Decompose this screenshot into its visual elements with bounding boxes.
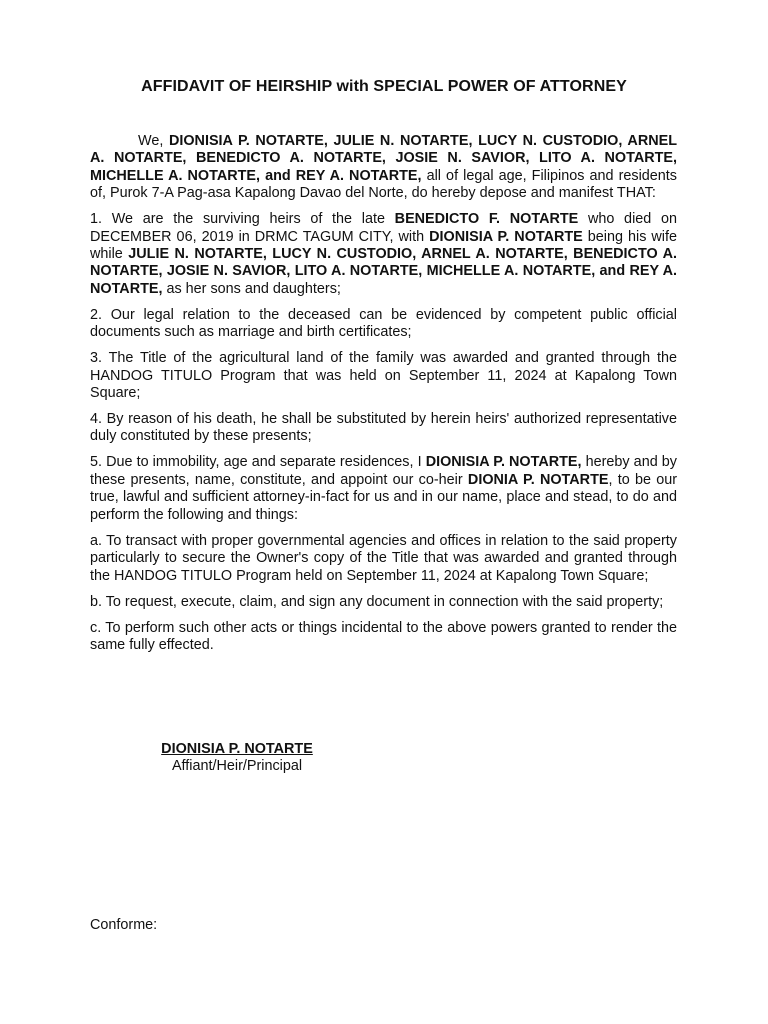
clause-5-text-2: hereby and by these presents, name, constitute, and appoint our co-heir bbox=[90, 454, 677, 488]
power-b: b. To request, execute, claim, and sign any document in connection with the said property; bbox=[90, 593, 664, 610]
power-c: c. To perform such other acts or things incidental to the above powers granted to render the same fully effected. bbox=[90, 619, 677, 653]
clause-1-text-4: as her sons and daughters; bbox=[162, 280, 341, 297]
intro-text-1: We, bbox=[138, 133, 169, 149]
conforme-label: Conforme: bbox=[90, 917, 158, 933]
intro-text-2: all of legal age, Filipinos and residents of, Purok 7-A Pag-asa Kapalong Davao del Norte, do hereby depose and manifest THAT: bbox=[90, 167, 677, 202]
clause-1-text-2: who died on DECEMBER 06, 2019 in DRMC TAGUM CITY, with bbox=[90, 211, 677, 245]
clause-5-text-3: , to be our true, lawful and sufficient attorney-in-fact for us and in our name, place and stead, to do and perform the following and things: bbox=[90, 471, 677, 523]
signatory-name: DIONISIA P. NOTARTE bbox=[161, 741, 313, 757]
clause-1-text-1: 1. We are the surviving heirs of the late bbox=[90, 211, 395, 228]
principal-name: DIONISIA P. NOTARTE, bbox=[425, 454, 582, 471]
clause-2: 2. Our legal relation to the deceased can be evidenced by competent public official documents such as marriage and birth certificates; bbox=[90, 306, 677, 341]
clause-1-text-3: being his wife while bbox=[90, 228, 678, 263]
signature-block bbox=[157, 741, 317, 775]
attorney-in-fact-name: DIONIA P. NOTARTE bbox=[467, 471, 609, 488]
intro-paragraph bbox=[90, 133, 677, 203]
children-names: JULIE N. NOTARTE, LUCY N. CUSTODIO, ARNEL A. NOTARTE, BENEDICTO A. NOTARTE, JOSIE N. SAVIOR, LITO A. NOTARTE, MICHELLE A. NOTARTE, and REY A. NOTARTE, bbox=[90, 246, 677, 297]
document-title: AFFIDAVIT OF HEIRSHIP with SPECIAL POWER OF ATTORNEY bbox=[141, 78, 627, 95]
clause-4: 4. By reason of his death, he shall be substituted by herein heirs' authorized representative duly constituted by these presents; bbox=[90, 411, 677, 445]
wife-name: DIONISIA P. NOTARTE bbox=[429, 228, 583, 245]
clause-5 bbox=[90, 454, 677, 524]
power-a: a. To transact with proper governmental agencies and offices in relation to the said property particularly to secure the Owner's copy of the Title that was awarded and granted through the HANDOG TITULO Program held on September 11, 2024 at Kapalong Town Square; bbox=[90, 532, 677, 584]
clause-3: 3. The Title of the agricultural land of the family was awarded and granted through the HANDOG TITULO Program that was held on September 11, 2024 at Kapalong Town Square; bbox=[90, 350, 677, 402]
signatory-role: Affiant/Heir/Principal bbox=[171, 758, 303, 774]
document-body bbox=[90, 133, 677, 663]
clause-1 bbox=[90, 211, 677, 298]
deceased-name: BENEDICTO F. NOTARTE bbox=[394, 211, 579, 228]
clause-5-text-1: 5. Due to immobility, age and separate residences, I bbox=[90, 454, 426, 471]
intro-heirs-names: DIONISIA P. NOTARTE, JULIE N. NOTARTE, LUCY N. CUSTODIO, ARNEL A. NOTARTE, BENEDICTO A. NOTARTE, JOSIE N. SAVIOR, LITO A. NOTARTE, MICHELLE A. NOTARTE, and REY A. NOTARTE, bbox=[90, 133, 678, 184]
